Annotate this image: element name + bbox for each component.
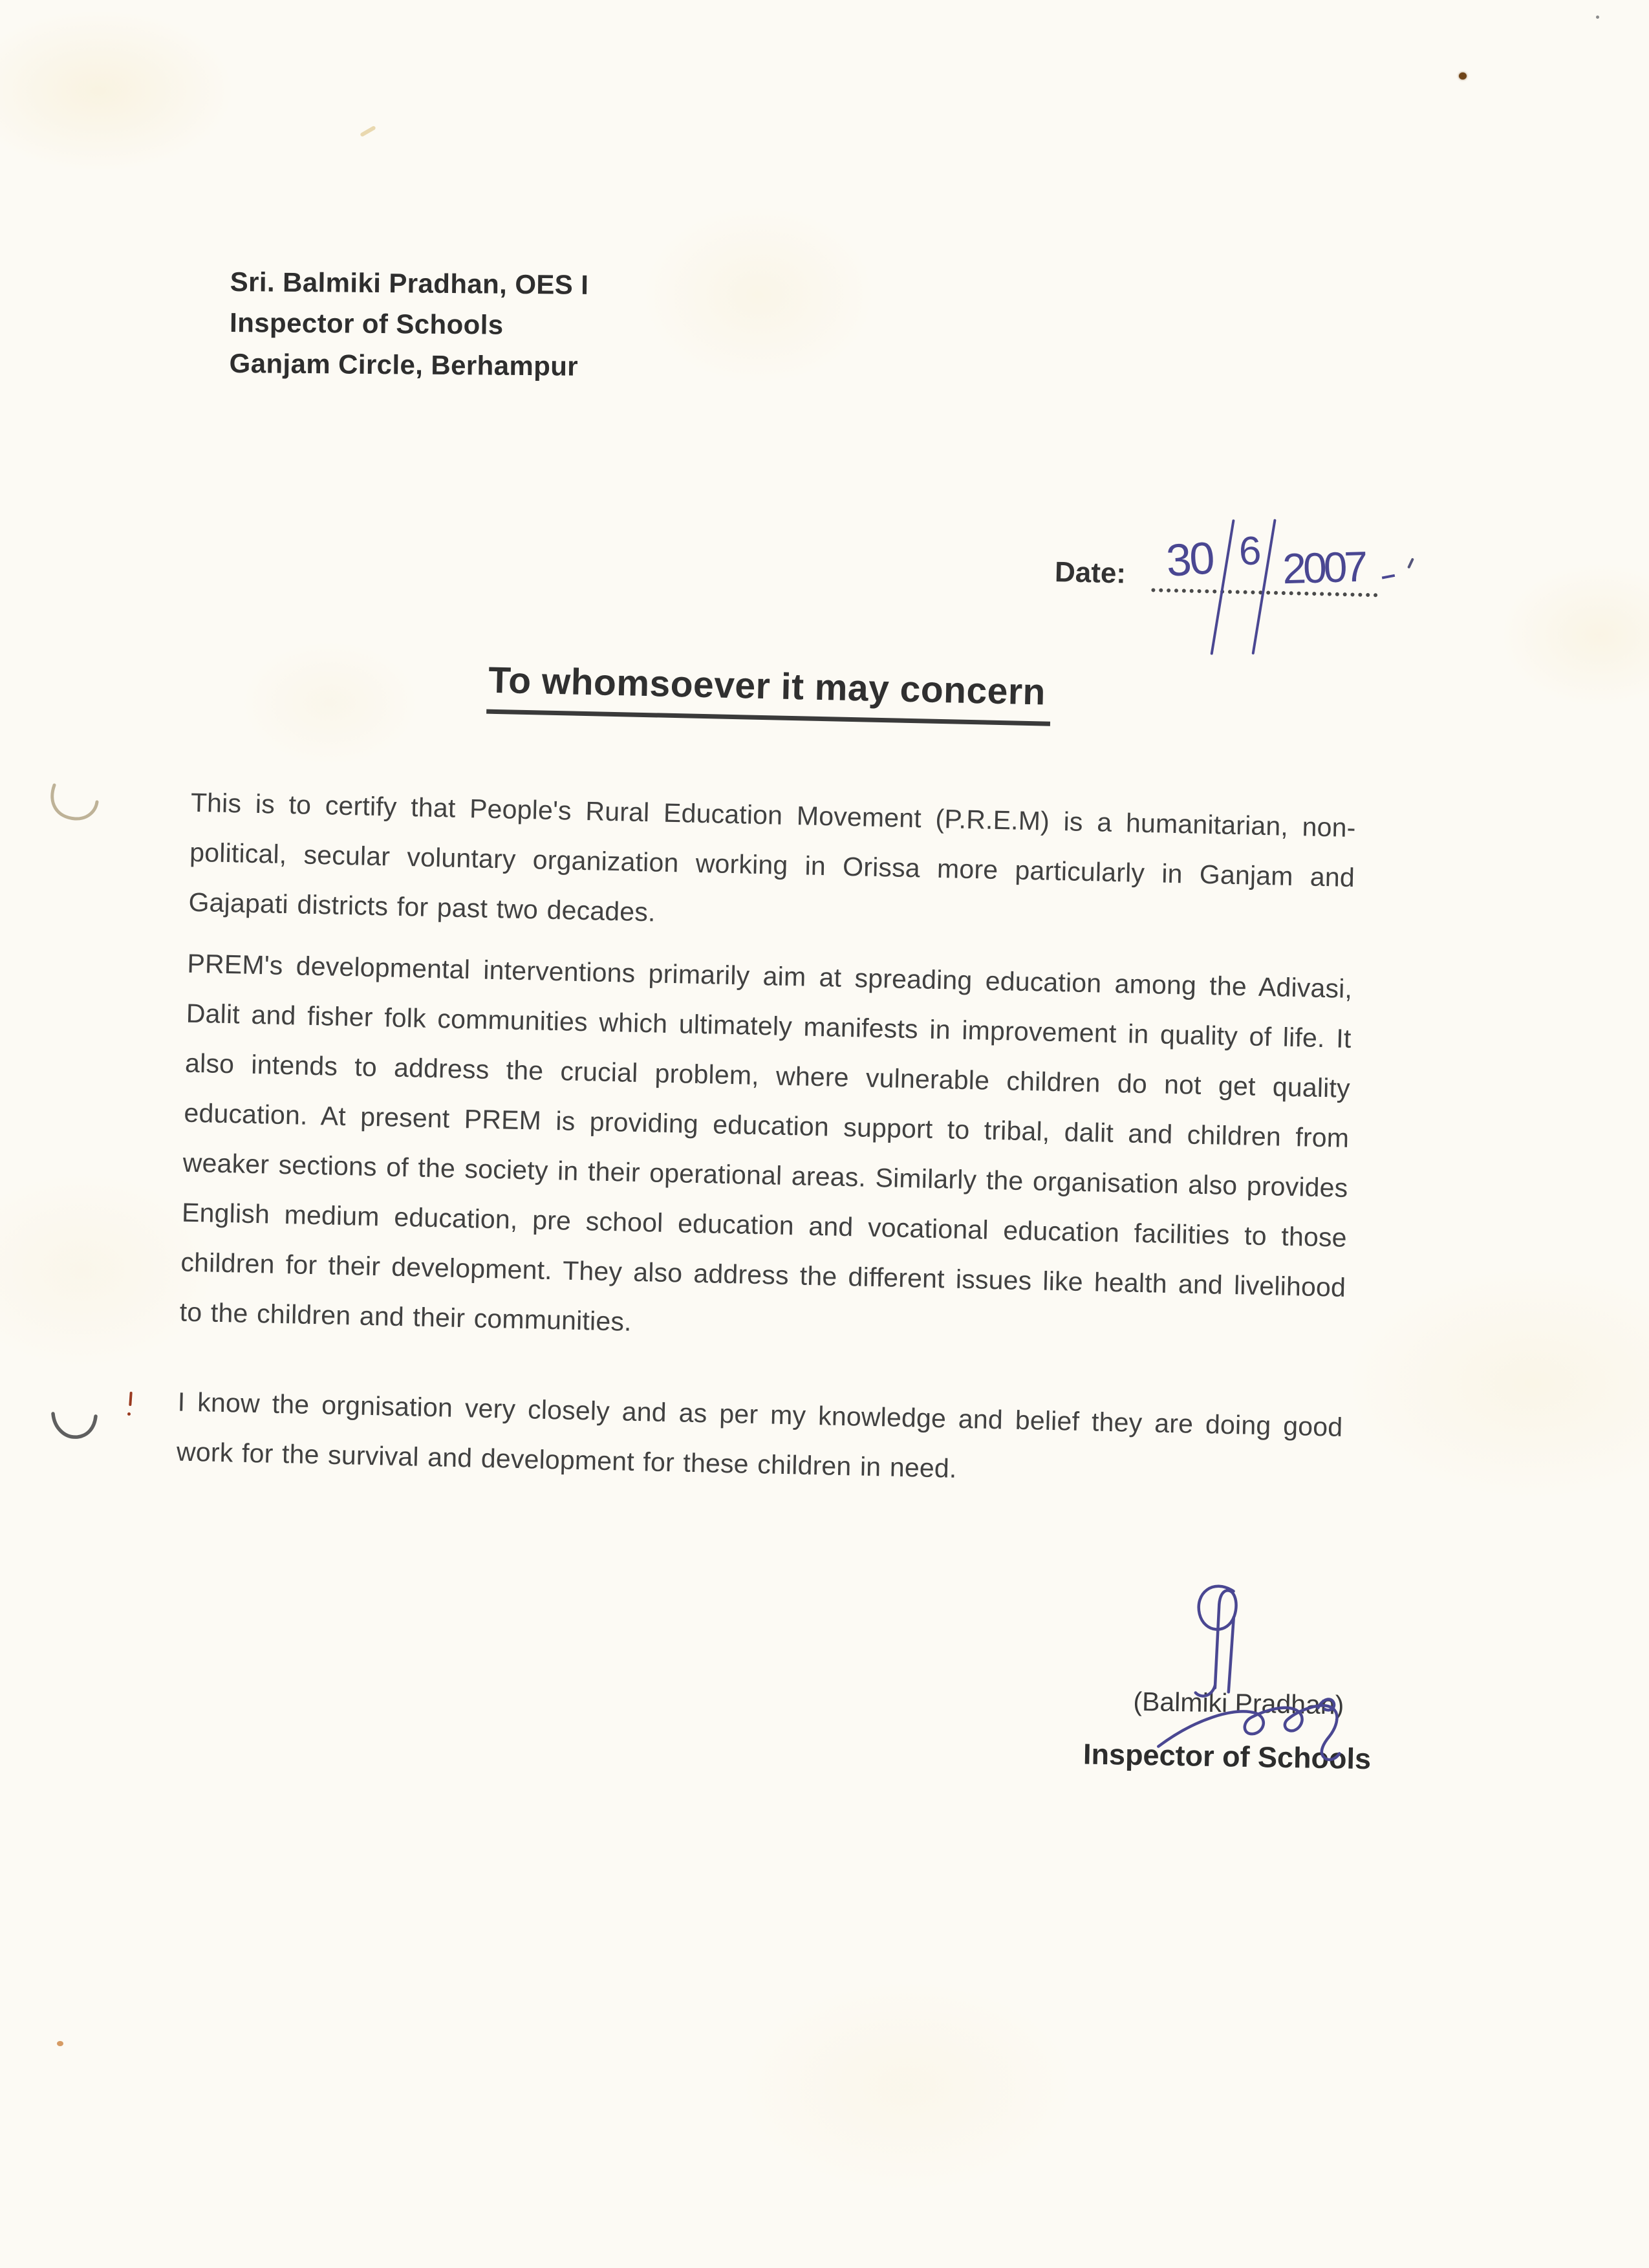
stain-speck-icon — [57, 2041, 63, 2046]
signature-ink-icon — [1095, 1572, 1397, 1804]
handwritten-month: 6 — [1238, 528, 1262, 574]
body-paragraph: I know the orgnisation very closely and as per my knowledge and belief they are doing good work for the survival and development for these children in need. — [176, 1387, 1343, 1484]
signatory-role: Inspector of Schools — [1083, 1737, 1372, 1776]
ink-blot-icon — [1459, 72, 1467, 80]
handwritten-year: 2007 — [1282, 542, 1366, 593]
letterhead-line-1: Sri. Balmiki Pradhan, OES I — [230, 266, 589, 300]
letterhead-line-3: Ganjam Circle, Berhampur — [229, 347, 579, 382]
red-dot-mark-icon — [127, 1412, 131, 1416]
page-title: To whomsoever it may concern — [486, 659, 1051, 726]
pencil-curve-mark-icon — [48, 781, 106, 826]
letterhead-line-2: Inspector of Schools — [229, 307, 504, 340]
signature-block — [1062, 1571, 1442, 1824]
letter-body — [176, 778, 1356, 1502]
date-label: Date: — [1054, 556, 1126, 590]
body-paragraph: PREM's developmental interventions primarily aim at spreading education among the Adivasi, Dalit and fisher folk communities which ultimately manifests in improvement in quality of life. It also intends to address the crucial problem, where vulnerable children do not get quality education. At present PREM is providing education support to tribal, dalit and children from weaker sections of the society in their operational areas. Similarly the organisation also provides English medium education, pre school education and vocational education facilities to those children for their development. They also address the different issues like health and livelihood to the children and their communities. — [179, 948, 1353, 1337]
body-paragraph: This is to certify that People's Rural Education Movement (P.R.E.M) is a humanitarian, non-political, secular voluntary organization working in Orissa more particularly in Ganjam and Gajapati districts for past two decades. — [188, 787, 1357, 927]
handwritten-day: 30 — [1165, 532, 1214, 586]
signatory-name: (Balmiki Pradhan) — [1133, 1686, 1344, 1720]
speck-icon — [1596, 16, 1599, 19]
pen-curve-mark-icon — [48, 1409, 102, 1449]
